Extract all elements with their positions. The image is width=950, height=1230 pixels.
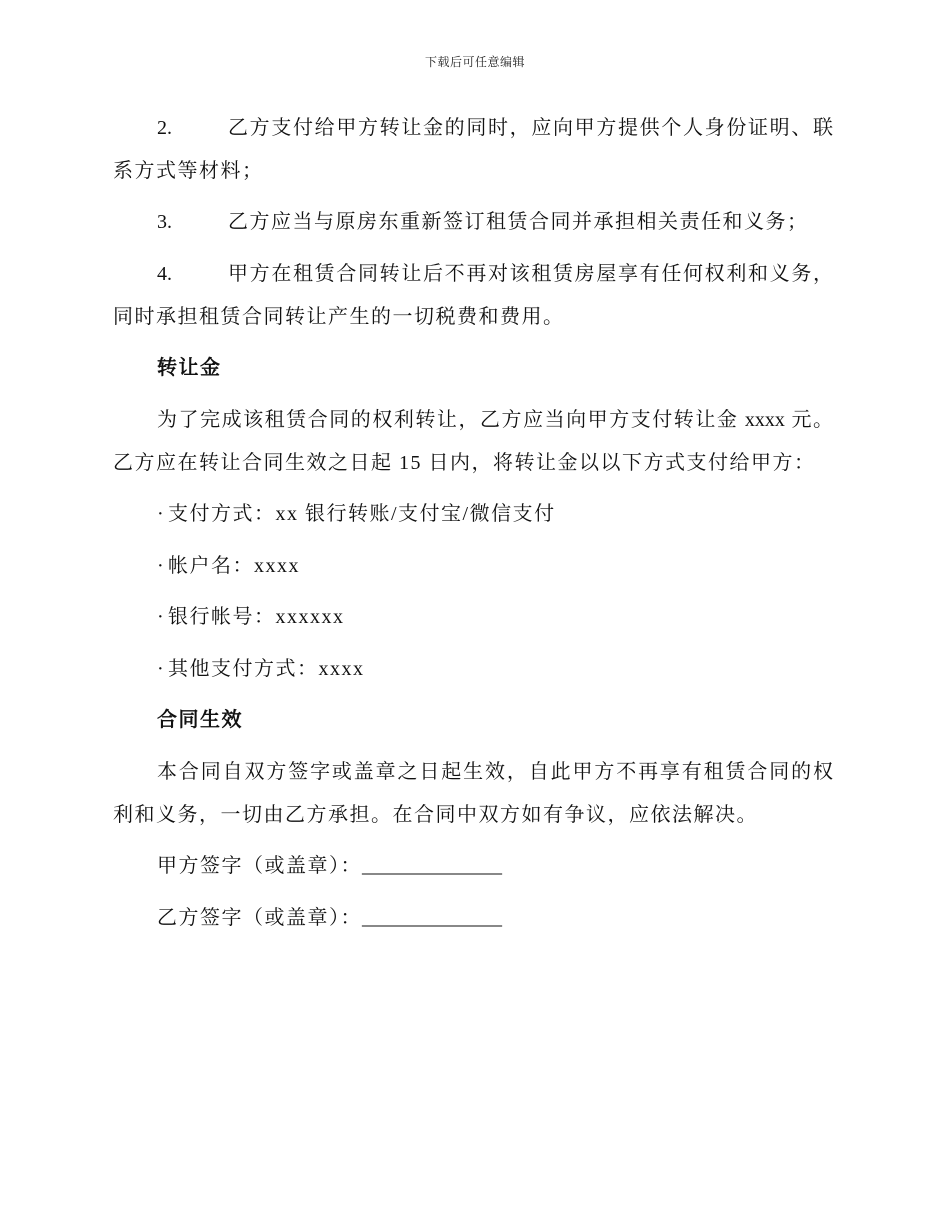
signature-line (113, 845, 833, 888)
effective-paragraph (113, 751, 833, 837)
paragraph-text: 本合同自双方签字或盖章之日起生效，自此甲方不再享有租赁合同的权 (157, 760, 833, 783)
item-text: 同时承担租赁合同转让产生的一切税费和费用。 (113, 305, 565, 328)
signature-blank: ______________ (362, 906, 502, 929)
item-text: 乙方支付给甲方转让金的同时，应向甲方提供个人身份证明、联 (228, 116, 833, 139)
item-line (113, 201, 833, 244)
paragraph-text: 为了完成该租赁合同的权利转让，乙方应当向甲方支付转让金 xxxx 元。 (157, 408, 833, 431)
item-line (113, 150, 833, 193)
bullet-item (113, 545, 833, 588)
paragraph-line (113, 751, 833, 794)
item-text: 系方式等材料； (113, 159, 264, 182)
signature-label: 乙方签字（或盖章）： (157, 906, 362, 929)
paragraph-text: 乙方应在转让合同生效之日起 15 日内，将转让金以以下方式支付给甲方： (113, 451, 816, 474)
bullet-item (113, 596, 833, 639)
signature-party-b (113, 897, 833, 940)
item-line (113, 107, 833, 150)
paragraph-text: 利和义务，一切由乙方承担。在合同中双方如有争议，应依法解决。 (113, 803, 758, 826)
bullet-item (113, 648, 833, 691)
paragraph-line (113, 794, 833, 837)
section-payment (113, 347, 833, 390)
bullet-text: 银行帐号：xxxxxx (168, 606, 345, 628)
item-number: 2. (157, 116, 172, 139)
document-body (113, 107, 833, 949)
bullet-text: 其他支付方式：xxxx (168, 657, 365, 680)
bullet-line (113, 545, 833, 588)
signature-party-a (113, 845, 833, 888)
bullet-line (113, 596, 833, 639)
signature-blank: ______________ (362, 855, 502, 877)
bullet-text: 支付方式：xx 银行转账/支付宝/微信支付 (168, 503, 556, 525)
bullet-line (113, 648, 833, 691)
page-header-note: 下载后可任意编辑 (424, 55, 525, 69)
paragraph-line (113, 399, 833, 442)
paragraph-line (113, 442, 833, 485)
item-line (113, 296, 833, 339)
numbered-item (113, 201, 833, 244)
numbered-item (113, 253, 833, 339)
item-line (113, 253, 833, 296)
bullet-dot-icon: · (157, 554, 164, 577)
bullet-text: 帐户名：xxxx (168, 554, 300, 577)
section-heading (113, 347, 833, 390)
section-effective (113, 699, 833, 742)
section-heading-text: 转让金 (157, 357, 222, 379)
bullet-dot-icon: · (157, 606, 164, 628)
section-heading-text: 合同生效 (157, 709, 243, 731)
bullet-item (113, 493, 833, 536)
bullet-dot-icon: · (157, 657, 164, 680)
bullet-dot-icon: · (157, 503, 164, 525)
payment-paragraph (113, 399, 833, 485)
item-text: 甲方在租赁合同转让后不再对该租赁房屋享有任何权利和义务， (228, 262, 833, 285)
section-heading (113, 699, 833, 742)
signature-label: 甲方签字（或盖章）： (157, 855, 362, 877)
item-number: 3. (157, 211, 172, 233)
signature-line (113, 897, 833, 940)
item-number: 4. (157, 262, 172, 285)
numbered-item (113, 107, 833, 193)
item-text: 乙方应当与原房东重新签订租赁合同并承担相关责任和义务； (228, 211, 809, 233)
bullet-line (113, 493, 833, 536)
